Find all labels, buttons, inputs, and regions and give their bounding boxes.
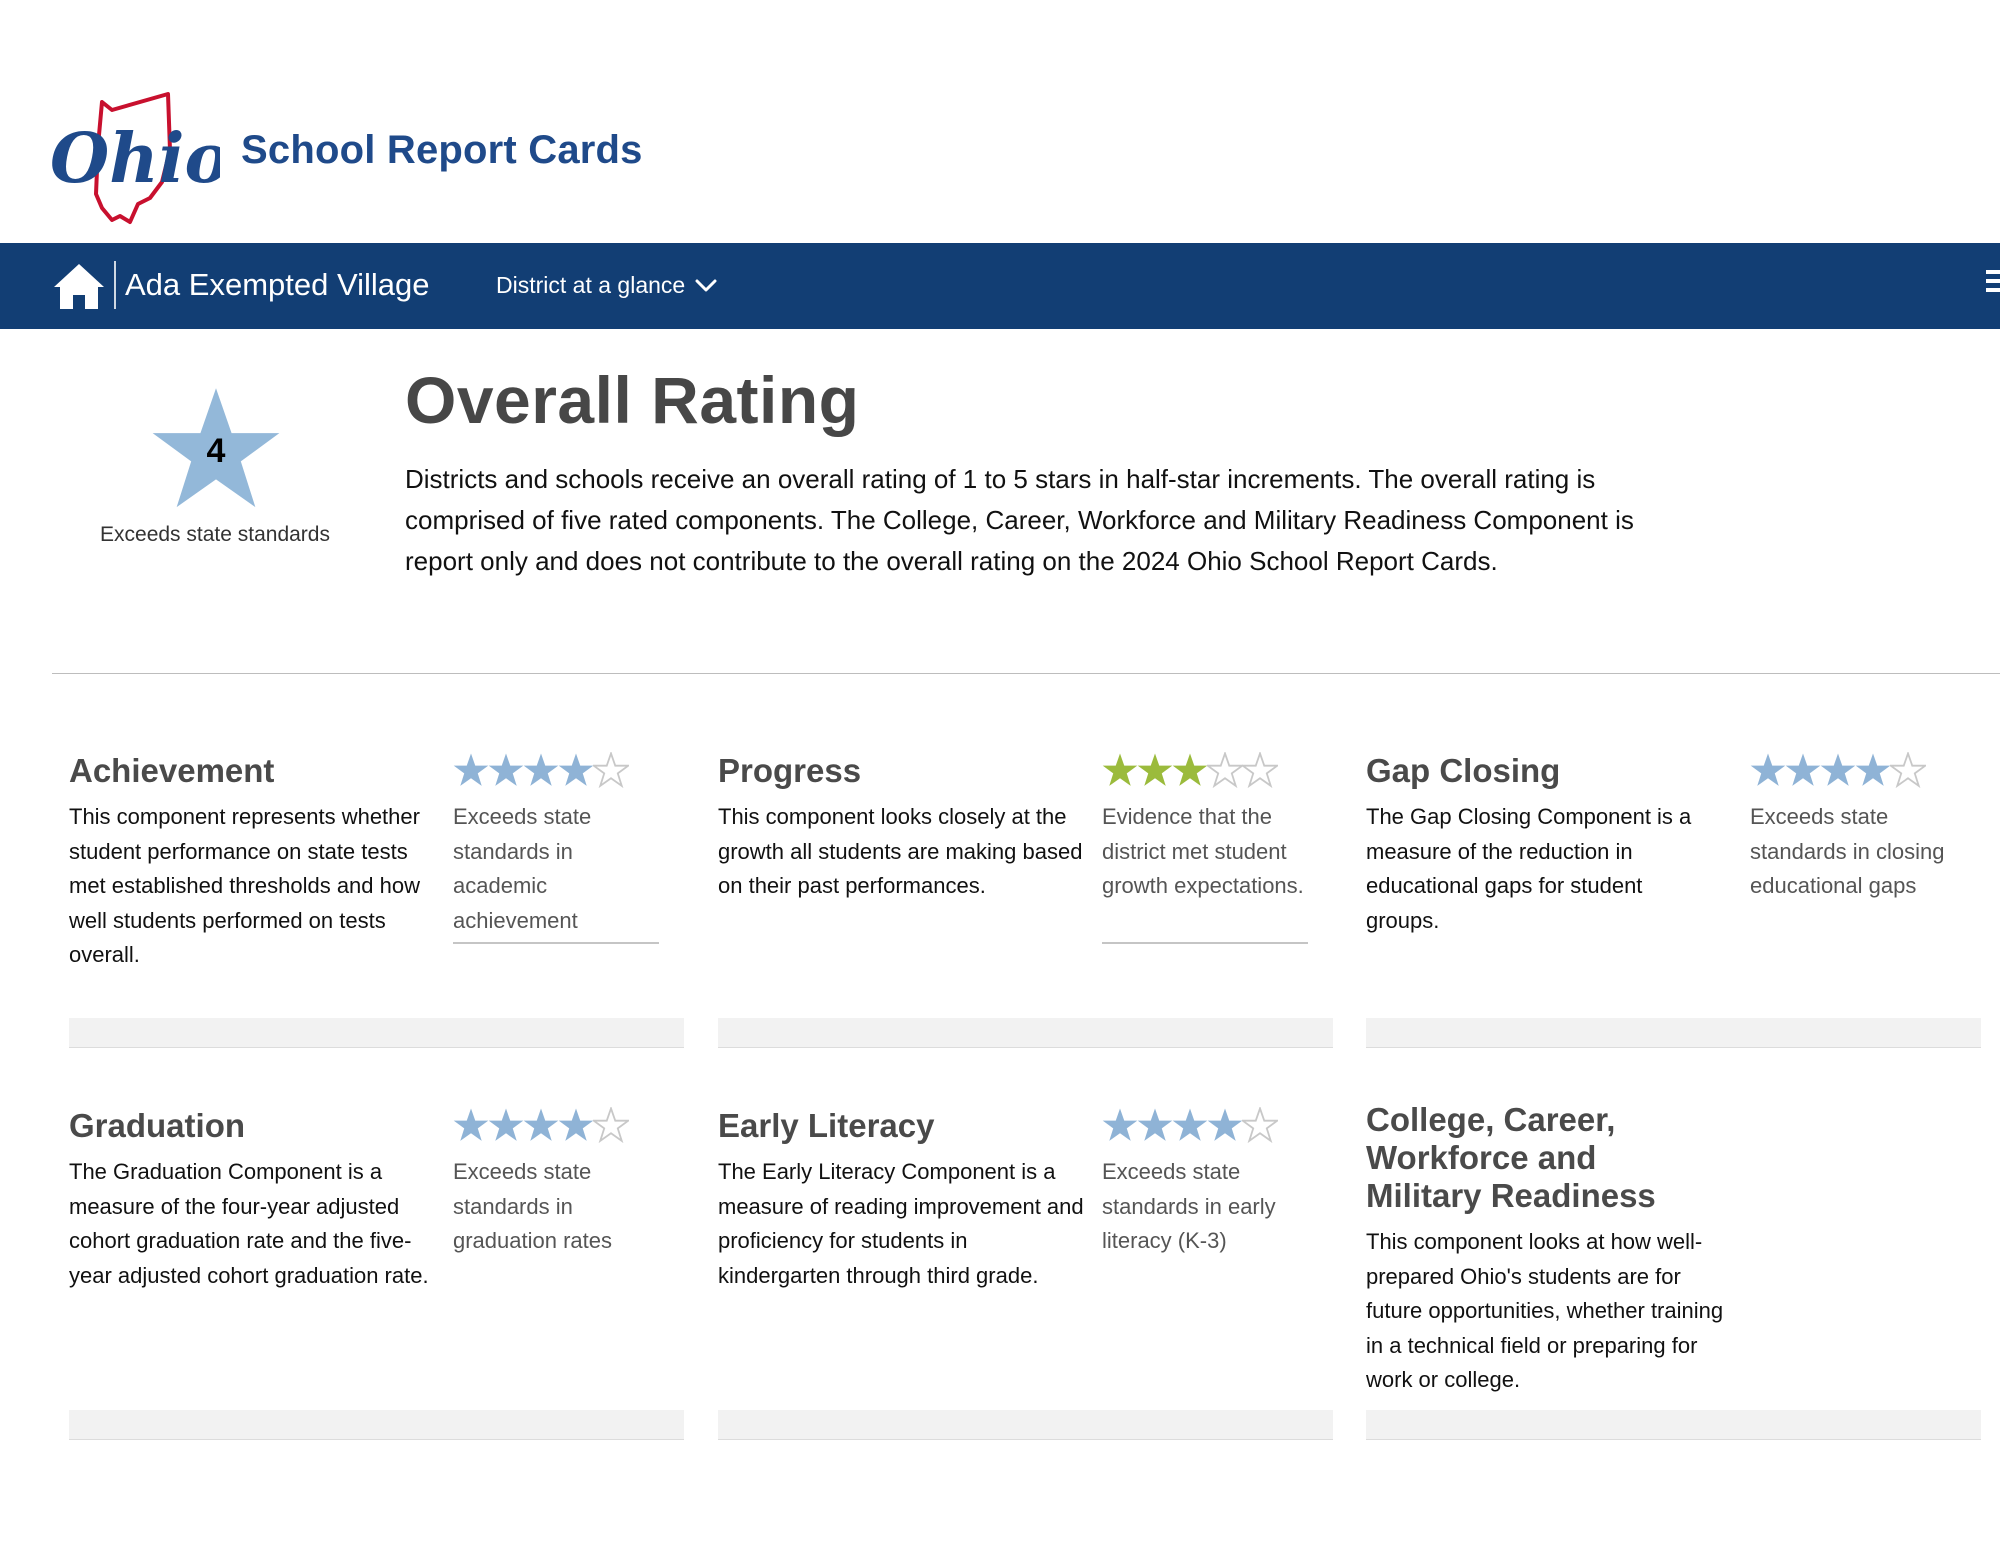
overall-rating-description: Districts and schools receive an overall rating of 1 to 5 stars in half-star increments. The overall rating is comprised of five rated components. The College, Career, Workforce and Military Readiness Component is report only and does not contribute to the overall rating on the 2024 Ohio School Report Cards. (405, 464, 1634, 576)
star-filled-icon (1855, 752, 1891, 788)
star-filled-icon (558, 1107, 594, 1143)
star-empty-icon (1890, 752, 1926, 788)
component-rating-label: Evidence that the district met student growth expectations. (1102, 804, 1304, 898)
star-filled-icon (1137, 1107, 1173, 1143)
chevron-down-icon (695, 279, 717, 293)
home-button[interactable] (50, 257, 108, 315)
component-star-rating (1102, 752, 1308, 792)
home-icon (52, 261, 106, 311)
star-filled-icon (1102, 752, 1138, 788)
component-title[interactable]: Gap Closing (1366, 752, 1561, 789)
component-rating-label: Exceeds state standards in early literacy (K-3) (1102, 1159, 1276, 1253)
star-filled-icon (1172, 1107, 1208, 1143)
star-filled-icon (1102, 1107, 1138, 1143)
site-header (0, 0, 2000, 243)
component-details-toggle[interactable] (718, 1410, 1333, 1440)
nav-separator (114, 261, 116, 309)
star-filled-icon (488, 1107, 524, 1143)
component-description: This component looks at how well-prepared Ohio's students are for future opportunities, whether training in a technical field or preparing for work or college. (1366, 1229, 1724, 1392)
star-filled-icon (1750, 752, 1786, 788)
component-title[interactable]: Achievement (69, 752, 275, 789)
star-empty-icon (1242, 1107, 1278, 1143)
star-filled-icon (1172, 752, 1208, 788)
rating-label-underline (453, 942, 659, 944)
component-details-toggle[interactable] (718, 1018, 1333, 1048)
component-rating-label: Exceeds state standards in closing educational gaps (1750, 804, 1945, 898)
overall-rating-title: Overall Rating (405, 363, 860, 437)
star-filled-icon (1785, 752, 1821, 788)
star-filled-icon (1820, 752, 1856, 788)
district-name[interactable]: Ada Exempted Village (125, 267, 430, 302)
page-bottom (0, 1440, 2000, 1545)
overall-rating-label: Exceeds state standards (100, 523, 330, 546)
component-rating-label: Exceeds state standards in graduation rates (453, 1159, 612, 1253)
component-title[interactable]: Graduation (69, 1107, 246, 1144)
ohio-logo-text: Ohio (50, 119, 220, 199)
star-filled-icon (453, 752, 489, 788)
hamburger-menu-icon[interactable] (1986, 265, 2000, 305)
component-description: The Gap Closing Component is a measure of the reduction in educational gaps for student groups. (1366, 804, 1692, 933)
rating-label-underline (1102, 942, 1308, 944)
star-empty-icon (1207, 752, 1243, 788)
component-star-rating (1750, 752, 1956, 792)
district-at-a-glance-dropdown[interactable] (496, 272, 717, 299)
overall-star-count: 4 (206, 432, 226, 470)
star-filled-icon (523, 1107, 559, 1143)
star-empty-icon (593, 752, 629, 788)
dropdown-label: District at a glance (496, 272, 686, 298)
star-filled-icon (453, 1107, 489, 1143)
star-filled-icon (1207, 1107, 1243, 1143)
site-title[interactable]: School Report Cards (241, 128, 643, 172)
component-star-rating (1102, 1107, 1308, 1147)
star-filled-icon (1137, 752, 1173, 788)
component-title[interactable]: Early Literacy (718, 1107, 935, 1144)
component-title[interactable]: Progress (718, 752, 862, 789)
star-filled-icon (488, 752, 524, 788)
component-description: The Graduation Component is a measure of the four-year adjusted cohort graduation rate and the five-year adjusted cohort graduation rate. (69, 1159, 429, 1288)
star-filled-icon (558, 752, 594, 788)
component-star-rating (453, 1107, 659, 1147)
star-empty-icon (593, 1107, 629, 1143)
section-divider (52, 673, 2000, 674)
component-details-toggle[interactable] (69, 1410, 684, 1440)
star-filled-icon (523, 752, 559, 788)
navbar (0, 243, 2000, 329)
component-title[interactable]: College, Career, Workforce and Military Readiness (1366, 1101, 1656, 1214)
ohio-state-outline-icon (50, 90, 220, 225)
ohio-logo[interactable] (50, 90, 220, 225)
component-details-toggle[interactable] (1366, 1018, 1981, 1048)
component-description: This component represents whether student performance on state tests met established thresholds and how well students performed on tests overall. (69, 804, 420, 967)
component-rating-label: Exceeds state standards in academic achievement (453, 804, 592, 933)
component-details-toggle[interactable] (1366, 1410, 1981, 1440)
star-empty-icon (1242, 752, 1278, 788)
component-details-toggle[interactable] (69, 1018, 684, 1048)
component-description: The Early Literacy Component is a measure of reading improvement and proficiency for students in kindergarten through third grade. (718, 1159, 1084, 1288)
component-star-rating (453, 752, 659, 792)
component-description: This component looks closely at the growth all students are making based on their past performances. (718, 804, 1083, 898)
